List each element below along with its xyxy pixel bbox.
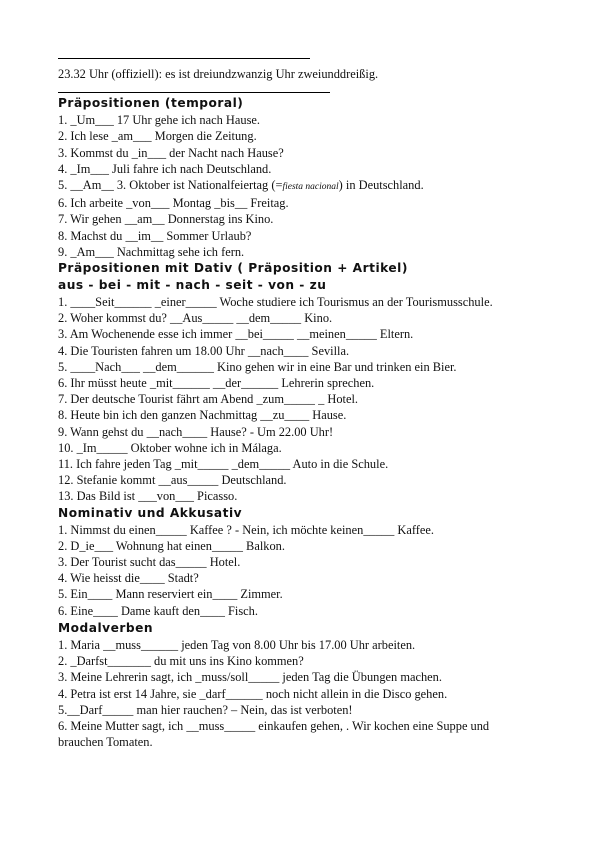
heading-modalverben: Modalverben bbox=[58, 620, 154, 635]
temporal-exercise-list bbox=[58, 112, 558, 260]
exercise-line: 10. _Im_____ Oktober wohne ich in Málaga. bbox=[58, 440, 282, 455]
heading-nominativ-akkusativ: Nominativ und Akkusativ bbox=[58, 505, 243, 520]
exercise-line: 8. Machst du __im__ Sommer Urlaub? bbox=[58, 228, 252, 243]
exercise-line: 4. _Im___ Juli fahre ich nach Deutschland. bbox=[58, 161, 272, 176]
top-divider bbox=[58, 58, 310, 59]
exercise-line: 3. Meine Lehrerin sagt, ich _muss/soll_____ jeden Tag die Übungen machen. bbox=[58, 670, 442, 685]
exercise-line: 13. Das Bild ist ___von___ Picasso. bbox=[58, 489, 238, 504]
exercise-line: 3. Der Tourist sucht das_____ Hotel. bbox=[58, 555, 241, 570]
exercise-line: 12. Stefanie kommt __aus_____ Deutschland. bbox=[58, 473, 287, 488]
heading-temporal: Präpositionen (temporal) bbox=[58, 96, 244, 111]
worksheet-page bbox=[58, 58, 558, 750]
exercise-line: 2. D_ie___ Wohnung hat einen_____ Balkon. bbox=[58, 538, 285, 553]
exercise-line: 2. Ich lese _am___ Morgen die Zeitung. bbox=[58, 129, 257, 144]
exercise-line: 7. Der deutsche Tourist fährt am Abend _zum_____ _ Hotel. bbox=[58, 392, 358, 407]
nominativ-exercise-list bbox=[58, 522, 558, 619]
exercise-line: 6. Ich arbeite _von___ Montag _bis__ Freitag. bbox=[58, 196, 289, 211]
exercise-line: 2. _Darfst_______ du mit uns ins Kino kommen? bbox=[58, 654, 304, 669]
section-divider bbox=[58, 92, 330, 93]
exercise-line: 3. Am Wochenende esse ich immer __bei_____ __meinen_____ Eltern. bbox=[58, 327, 414, 342]
exercise-line: 8. Heute bin ich den ganzen Nachmittag __zu____ Hause. bbox=[58, 408, 347, 423]
time-example-line: 23.32 Uhr (offiziell): es ist dreiundzwanzig Uhr zweiunddreißig. bbox=[58, 67, 379, 81]
exercise-line: 1. ____Seit______ _einer_____ Woche studiere ich Tourismus an der Tourismusschule. bbox=[58, 295, 493, 310]
exercise-line: 6. Ihr müsst heute _mit______ __der______ Lehrerin sprechen. bbox=[58, 376, 375, 391]
exercise-text: ) in Deutschland. bbox=[338, 178, 424, 193]
exercise-line: 1. _Um___ 17 Uhr gehe ich nach Hause. bbox=[58, 113, 260, 128]
dativ-exercise-list bbox=[58, 294, 558, 505]
exercise-line: 7. Wir gehen __am__ Donnerstag ins Kino. bbox=[58, 212, 274, 227]
exercise-line: 4. Petra ist erst 14 Jahre, sie _darf______ noch nicht allein in die Disco gehen. bbox=[58, 686, 448, 701]
exercise-line: 6. Eine____ Dame kauft den____ Fisch. bbox=[58, 603, 258, 618]
exercise-text: 5. __Am__ 3. Oktober ist Nationalfeiertag (= bbox=[58, 178, 283, 193]
exercise-line: 5. Ein____ Mann reserviert ein____ Zimmer. bbox=[58, 587, 283, 602]
exercise-line: 3. Kommst du _in___ der Nacht nach Hause? bbox=[58, 145, 284, 160]
heading-dativ: Präpositionen mit Dativ ( Präposition + Artikel) bbox=[58, 261, 408, 276]
exercise-line: 4. Die Touristen fahren um 18.00 Uhr __nach____ Sevilla. bbox=[58, 343, 350, 358]
exercise-line: 1. Nimmst du einen_____ Kaffee ? - Nein, ich möchte keinen_____ Kaffee. bbox=[58, 522, 434, 537]
exercise-line: 11. Ich fahre jeden Tag _mit_____ _dem_____ Auto in die Schule. bbox=[58, 457, 389, 472]
subheading-prepositions: aus - bei - mit - nach - seit - von - zu bbox=[58, 278, 327, 293]
exercise-line: 9. Wann gehst du __nach____ Hause? - Um 22.00 Uhr! bbox=[58, 424, 334, 439]
exercise-line: 1. Maria __muss______ jeden Tag von 8.00 Uhr bis 17.00 Uhr arbeiten. bbox=[58, 637, 416, 652]
exercise-line: 6. Meine Mutter sagt, ich __muss_____ einkaufen gehen, . Wir kochen eine Suppe und brauchen Tomaten. bbox=[58, 718, 490, 750]
exercise-line: 4. Wie heisst die____ Stadt? bbox=[58, 571, 199, 586]
exercise-line: 9. _Am___ Nachmittag sehe ich fern. bbox=[58, 244, 245, 259]
modal-exercise-list bbox=[58, 637, 558, 750]
exercise-line bbox=[58, 177, 558, 195]
exercise-line: 2. Woher kommst du? __Aus_____ __dem_____ Kino. bbox=[58, 311, 333, 326]
exercise-line: 5.__Darf_____ man hier rauchen? – Nein, das ist verboten! bbox=[58, 702, 353, 717]
italic-gloss: fiesta nacional bbox=[282, 182, 339, 193]
exercise-line: 5. ____Nach___ __dem______ Kino gehen wir in eine Bar und trinken ein Bier. bbox=[58, 359, 457, 374]
